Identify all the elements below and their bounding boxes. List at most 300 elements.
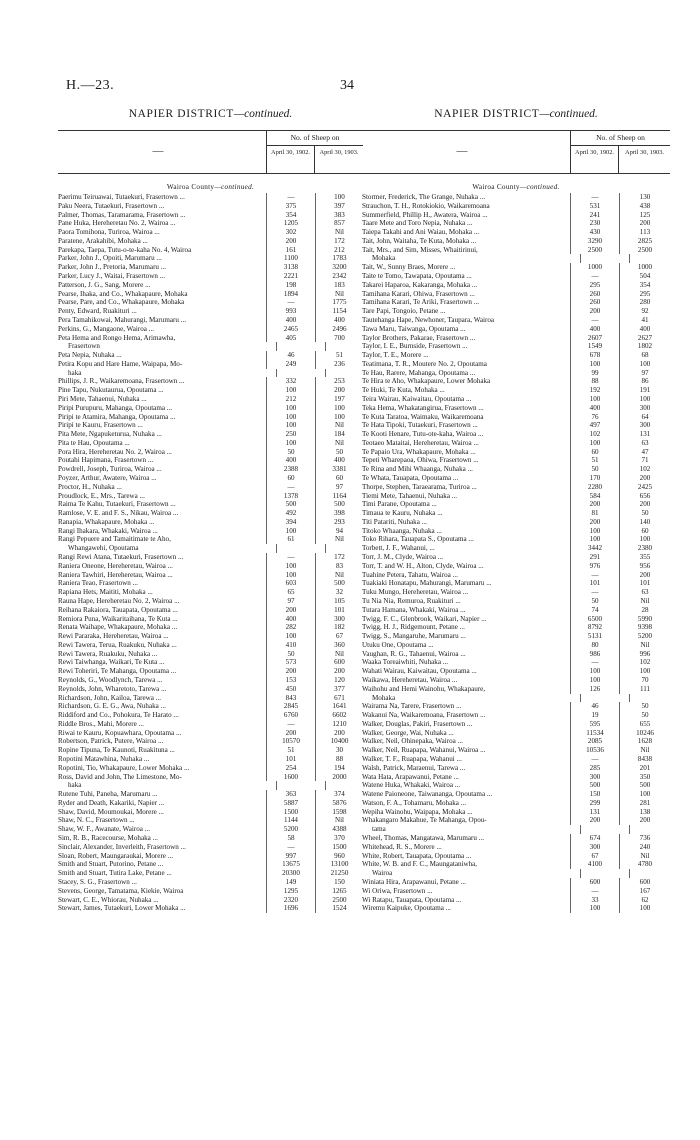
sheep-1903-cell: 32: [315, 588, 363, 597]
sheep-1902-cell: 2607: [570, 334, 619, 343]
owner-name-cell: Phillips, J. R., Waikaremoana, Frasertown ...: [58, 377, 185, 386]
table-row: [58, 448, 363, 457]
table-row: [362, 816, 670, 825]
owner-name-cell: Ramlose, V. E. and F. S., Nikau, Wairoa ...: [58, 509, 179, 518]
sheep-1902-cell: 100: [266, 386, 315, 395]
sheep-1903-cell: 8438: [619, 755, 670, 764]
col-1902-header: April 30, 1902.: [570, 146, 618, 173]
sheep-1903-cell: 120: [315, 676, 363, 685]
sheep-1903-cell: 700: [315, 334, 363, 343]
sheep-1903-cell: 383: [315, 211, 363, 220]
table-row: [58, 737, 363, 746]
owner-name-cell: Teatimana, T. R., Moutere No. 2, Opoutama: [362, 359, 487, 368]
owner-name-cell: Tu Nia Nia, Remuroa, Ruakituri ...: [362, 596, 461, 605]
table-row: [362, 290, 670, 299]
table-row: [58, 237, 363, 246]
table-row: [58, 254, 363, 263]
sheep-1903-cell: [629, 869, 670, 878]
owner-name-cell: Tait, W., Sunny Braes, Morere ...: [362, 263, 456, 272]
sheep-1903-cell: Nil: [619, 852, 670, 861]
sheep-1902-cell: 50: [266, 448, 315, 457]
sheep-1903-cell: 2825: [619, 237, 670, 246]
table-row: [58, 816, 363, 825]
sheep-1902-cell: 584: [570, 492, 619, 501]
sheep-1902-cell: 170: [570, 474, 619, 483]
owner-name-cell: Timaua te Kauru, Nuhaka ...: [362, 509, 443, 518]
sheep-1903-cell: 183: [315, 281, 363, 290]
owner-name-cell: Whakangaro Makahue, Te Mahanga, Opou-: [362, 816, 487, 825]
table-row: [362, 369, 670, 378]
table-row: [362, 342, 670, 351]
sheep-1903-cell: 398: [315, 509, 363, 518]
owner-name-cell: Taylor Brothers, Pakarae, Frasertown ...: [362, 333, 476, 342]
sheep-1903-cell: 83: [315, 562, 363, 571]
table-row: [362, 764, 670, 773]
left-table: [58, 108, 363, 913]
sheep-1902-cell: 100: [570, 676, 619, 685]
sheep-1902-cell: —: [266, 483, 315, 492]
sheep-1902-cell: 600: [570, 878, 619, 887]
table-row: [362, 878, 670, 887]
table-row: [58, 290, 363, 299]
sheep-1902-cell: 102: [570, 430, 619, 439]
owner-name-cell: Takarei Haparoa, Kakaranga, Mohaka ...: [362, 280, 478, 289]
table-row: [362, 483, 670, 492]
sheep-1903-cell: 1598: [315, 808, 363, 817]
sheep-1903-cell: 97: [315, 483, 363, 492]
table-body: [362, 193, 670, 913]
table-row: [58, 562, 363, 571]
owner-name-cell: Utuku One, Opoutama ...: [362, 640, 434, 649]
sheep-group-header: No. of Sheep on: [266, 131, 363, 146]
sheep-1903-cell: 200: [315, 386, 363, 395]
sheep-1903-cell: 140: [619, 518, 670, 527]
owner-name-cell: Riwai te Kauru, Kopuawhara, Opoutama ...: [58, 728, 182, 737]
sheep-1903-cell: 370: [315, 834, 363, 843]
table-row: [362, 456, 670, 465]
sheep-1902-cell: 50: [570, 465, 619, 474]
sheep-1902-cell: 394: [266, 518, 315, 527]
sheep-1902-cell: 200: [266, 237, 315, 246]
owner-name-cell: Pane Huka, Hereheretau No. 2, Wairoa ...: [58, 219, 176, 228]
owner-name-cell: Ropotini, Tio, Whakapaure, Lower Mohaka ...: [58, 763, 190, 772]
sheep-1902-cell: 241: [570, 211, 619, 220]
owner-name-cell: Piripi te Atamira, Mahanga, Opoutama ...: [58, 412, 176, 421]
sheep-1902-cell: 126: [570, 685, 619, 694]
sheep-1903-cell: 600: [315, 658, 363, 667]
sheep-1902-cell: 1500: [266, 808, 315, 817]
table-row: [362, 834, 670, 843]
sheep-1903-cell: 956: [619, 562, 670, 571]
owner-name-cell: Pine Tapu, Nukutaurua, Opoutama ...: [58, 386, 164, 395]
table-row: [362, 553, 670, 562]
sheep-1903-cell: 400: [619, 325, 670, 334]
sheep-1903-cell: 100: [619, 904, 670, 913]
owner-name-cell: Poyzer, Arthur, Awatere, Wairoa ...: [58, 474, 157, 482]
owner-name-cell: Paku Neera, Tutaekuri, Frasertown ...: [58, 201, 165, 210]
owner-name-cell: Robertson, Patrick, Putere, Wairoa ...: [58, 737, 164, 746]
owner-name-cell: Timi Parane, Opoutama ...: [362, 500, 437, 509]
sheep-1902-cell: 230: [570, 219, 619, 228]
sheep-1903-cell: 736: [619, 834, 670, 843]
sheep-1902-cell: 46: [266, 351, 315, 360]
owner-name-cell: Tiemi Mete, Tahaenui, Nuhaka ...: [362, 491, 458, 500]
page-number: 34: [340, 78, 354, 93]
table-row: [58, 404, 363, 413]
sheep-1903-cell: 200: [619, 474, 670, 483]
table-row: [58, 544, 363, 553]
sheep-1903-cell: 172: [315, 553, 363, 562]
table-row: [58, 878, 363, 887]
sheep-1903-cell: 4780: [619, 860, 670, 869]
table-row: [58, 439, 363, 448]
owner-name-cell: Wi Oriwa, Frasertown ...: [362, 886, 433, 895]
sheep-1903-cell: 355: [619, 553, 670, 562]
sheep-1903-cell: Nil: [315, 535, 363, 544]
sheep-1903-cell: 2342: [315, 272, 363, 281]
table-row: [58, 579, 363, 588]
sheep-1902-cell: 200: [266, 606, 315, 615]
owner-name-cell: Tautehanga Hape, Newhoner, Taupara, Wairoa: [362, 315, 495, 324]
sheep-1902-cell: 100: [266, 527, 315, 536]
owner-name-cell: Taiepa Takahi and Ani Waiau, Mohaka ...: [362, 228, 480, 237]
table-row: [58, 685, 363, 694]
sheep-1902-cell: 603: [266, 579, 315, 588]
sheep-1902-cell: 400: [570, 404, 619, 413]
sheep-1902-cell: 254: [266, 764, 315, 773]
sheep-1902-cell: 33: [570, 896, 619, 905]
sheep-1902-cell: 5131: [570, 632, 619, 641]
owner-name-cell: Rauna Hape, Hereheretau No. 2, Wairoa ...: [58, 596, 180, 605]
table-row: [58, 518, 363, 527]
sheep-1902-cell: 100: [266, 632, 315, 641]
sheep-1903-cell: [629, 825, 670, 834]
sheep-1902-cell: 100: [266, 413, 315, 422]
sheep-1902-cell: 100: [266, 421, 315, 430]
owner-name-cell: Powdrell, Joseph, Turiroa, Wairoa ...: [58, 465, 162, 474]
owner-name-cell: Rutene Tuhi, Paneha, Marumaru ...: [58, 790, 158, 799]
table-row: [58, 852, 363, 861]
owner-name-cell: Walker, Neil, Ruapapa, Wahanui, Wairoa ...: [362, 746, 486, 755]
table-row: [362, 606, 670, 615]
table-row: [362, 588, 670, 597]
table-row: [362, 869, 670, 878]
table-row: [362, 720, 670, 729]
owner-name-cell: Frasertown: [68, 342, 100, 351]
table-row: [58, 325, 363, 334]
sheep-1903-cell: Nil: [315, 816, 363, 825]
owner-name-cell: Raniera Oneone, Hereheretau, Wairoa ...: [58, 561, 173, 570]
owner-name-cell: Smith and Stuart, Putorino, Petane ...: [58, 860, 164, 869]
sheep-1902-cell: —: [570, 571, 619, 580]
table-header: [362, 130, 670, 174]
table-row: [58, 342, 363, 351]
owner-name-cell: Whangawehi, Opoutama: [68, 544, 139, 553]
owner-name-cell: Pera Tamahikowai, Mahurangi, Marumaru ...: [58, 315, 187, 324]
table-row: [362, 474, 670, 483]
table-row: [58, 421, 363, 430]
table-row: [58, 843, 363, 852]
sheep-1903-cell: 150: [315, 878, 363, 887]
owner-name-cell: Tare Papi, Tongoio, Petane ...: [362, 307, 446, 316]
sheep-1903-cell: Nil: [315, 650, 363, 659]
sheep-1903-cell: 200: [315, 729, 363, 738]
sheep-1903-cell: 191: [619, 386, 670, 395]
sheep-1902-cell: 200: [570, 307, 619, 316]
sheep-1903-cell: 100: [619, 360, 670, 369]
owner-name-cell: haka: [68, 368, 82, 377]
sheep-1902-cell: 678: [570, 351, 619, 360]
sheep-1903-cell: 71: [619, 456, 670, 465]
sheep-1903-cell: 13100: [315, 860, 363, 869]
table-row: [58, 553, 363, 562]
owner-name-cell: Waaka Toreaiwhiti, Nuhaka ...: [362, 658, 449, 667]
sheep-1903-cell: 960: [315, 852, 363, 861]
owner-name-cell: Walker, Douglas, Pakiri, Frasertown ...: [362, 719, 473, 728]
sheep-1903-cell: 102: [619, 658, 670, 667]
table-row: [362, 202, 670, 211]
table-row: [58, 632, 363, 641]
sheep-1902-cell: 153: [266, 676, 315, 685]
sheep-1903-cell: [325, 369, 363, 378]
table-row: [58, 413, 363, 422]
sheep-1902-cell: 1696: [266, 904, 315, 913]
sheep-1903-cell: 50: [619, 711, 670, 720]
sheep-1903-cell: Nil: [315, 571, 363, 580]
sheep-1902-cell: 400: [570, 325, 619, 334]
sheep-1902-cell: 2388: [266, 465, 315, 474]
sheep-1903-cell: 1210: [315, 720, 363, 729]
owner-name-cell: Pearse, Ihaka, and Co., Whakapaure, Mohaka: [58, 289, 188, 298]
sheep-1902-cell: 986: [570, 650, 619, 659]
sheep-1902-cell: 6760: [266, 711, 315, 720]
sheep-1902-cell: 200: [266, 667, 315, 676]
sheep-1903-cell: 280: [619, 298, 670, 307]
sheep-1903-cell: 167: [619, 887, 670, 896]
sheep-1902-cell: 88: [570, 377, 619, 386]
sheep-1903-cell: Nil: [619, 746, 670, 755]
table-row: [58, 808, 363, 817]
sheep-1902-cell: 2845: [266, 702, 315, 711]
table-row: [58, 307, 363, 316]
owner-name-cell: Titoko Whaanga, Nuhaka ...: [362, 526, 442, 535]
owner-name-cell: Richardson, John, Kailoa, Tarewa ...: [58, 693, 161, 702]
sheep-1903-cell: 2500: [619, 246, 670, 255]
owner-name-cell: Pita te Hau, Opoutama ...: [58, 438, 130, 447]
table-row: [58, 615, 363, 624]
sheep-1902-cell: —: [266, 298, 315, 307]
owner-name-cell: Waihohu and Hemi Wainohu, Whakapaure,: [362, 684, 486, 693]
sheep-1903-cell: 1628: [619, 737, 670, 746]
owner-name-cell: Torr, J. M., Clyde, Wairoa ...: [362, 553, 444, 562]
table-row: [58, 377, 363, 386]
owner-name-cell: Stacey, S. G., Frasertown ...: [58, 877, 137, 886]
table-row: [362, 904, 670, 913]
sheep-1903-cell: 172: [315, 237, 363, 246]
sheep-1903-cell: 113: [619, 228, 670, 237]
sheep-1902-cell: 302: [266, 228, 315, 237]
sheep-1903-cell: [325, 781, 363, 790]
sheep-1903-cell: 504: [619, 272, 670, 281]
table-row: [362, 439, 670, 448]
sheep-1903-cell: 500: [315, 579, 363, 588]
sheep-1902-cell: 50: [570, 597, 619, 606]
owner-name-cell: Te Hata Tipoki, Tutaekuri, Frasertown ...: [362, 421, 478, 430]
sheep-1903-cell: 28: [619, 606, 670, 615]
sheep-1903-cell: 2627: [619, 334, 670, 343]
sheep-1903-cell: 500: [619, 781, 670, 790]
sheep-1902-cell: 67: [570, 852, 619, 861]
sheep-1903-cell: 67: [315, 632, 363, 641]
owner-name-cell: Walker, Neil, Ohinepaka, Wairoa ...: [362, 737, 463, 746]
sheep-1902-cell: 400: [266, 316, 315, 325]
sheep-1902-cell: —: [570, 193, 619, 202]
sheep-1902-cell: 410: [266, 641, 315, 650]
sheep-1902-cell: 6500: [570, 615, 619, 624]
owner-name-cell: Tutara Hamana, Whakaki, Wairoa ...: [362, 605, 466, 614]
sheep-1903-cell: 101: [315, 606, 363, 615]
sheep-1902-cell: 573: [266, 658, 315, 667]
table-row: [362, 694, 670, 703]
owner-name-cell: Te Hira te Aho, Whakapaure, Lower Mohaka: [362, 377, 491, 386]
owner-name-cell: Piri Mete, Tahaenui, Nuhaka ...: [58, 394, 147, 403]
sheep-1902-cell: 500: [266, 500, 315, 509]
table-row: [58, 571, 363, 580]
table-row: [58, 263, 363, 272]
sheep-1903-cell: 100: [315, 193, 363, 202]
table-title: NAPIER DISTRICT—continued.: [434, 108, 598, 120]
sheep-1902-cell: 100: [570, 904, 619, 913]
owner-name-cell: Whitehead, R. S., Morere ...: [362, 842, 442, 851]
sheep-1903-cell: 350: [619, 773, 670, 782]
sheep-1903-cell: 1775: [315, 298, 363, 307]
sheep-1902-cell: 99: [570, 369, 619, 378]
sheep-1902-cell: 531: [570, 202, 619, 211]
sheep-1903-cell: [629, 254, 670, 263]
sheep-1902-cell: [580, 825, 629, 834]
sheep-1902-cell: 993: [266, 307, 315, 316]
sheep-1902-cell: 450: [266, 685, 315, 694]
owner-name-cell: Rangi Rewi Atana, Tutaekuri, Frasertown ...: [58, 553, 184, 562]
table-row: [58, 825, 363, 834]
table-row: [58, 755, 363, 764]
sheep-1902-cell: 363: [266, 790, 315, 799]
sheep-1902-cell: [276, 342, 325, 351]
owner-name-cell: Wata Hata, Arapawanui, Petane ...: [362, 772, 459, 781]
owner-name-cell: Twigg, S., Mangaruhe, Marumaru ...: [362, 632, 466, 641]
sheep-1902-cell: 20300: [266, 869, 315, 878]
owner-name-cell: Torr, T. and W. H., Alton, Clyde, Wairoa ...: [362, 561, 484, 570]
owner-name-cell: Parekapa, Taepa, Tutu-o-te-kaha No. 4, Wairoa: [58, 245, 192, 254]
owner-name-cell: Ranapia, Whakapaure, Mohaka ...: [58, 517, 155, 526]
table-row: [362, 860, 670, 869]
sheep-1903-cell: 100: [315, 404, 363, 413]
table-row: [362, 781, 670, 790]
owner-name-cell: Reihana Rakaiora, Tauapata, Opoutama ...: [58, 605, 178, 614]
sheep-1903-cell: [629, 694, 670, 703]
table-row: [362, 632, 670, 641]
table-row: [58, 606, 363, 615]
table-row: [58, 904, 363, 913]
table-row: [362, 579, 670, 588]
owner-name-cell: Parker, Lucy J., Waitai, Frasertown ...: [58, 272, 165, 281]
owner-name-cell: Rewi Toheriri, Te Mahanga, Opoutama ...: [58, 667, 177, 676]
sheep-1902-cell: [580, 694, 629, 703]
owner-name-cell: Wheel, Thomas, Mangatawa, Marumaru ...: [362, 834, 484, 843]
owner-name-cell: Raniera Tawhiri, Hereheretau, Wairoa ...: [58, 570, 173, 579]
table-row: [362, 465, 670, 474]
owner-name-cell: Titi Patariti, Nuhaka ...: [362, 517, 427, 526]
sheep-1903-cell: 131: [619, 430, 670, 439]
table-row: [362, 219, 670, 228]
table-row: [58, 650, 363, 659]
owner-name-cell: Taylor, T. E., Morere ...: [362, 351, 429, 360]
sheep-1902-cell: —: [570, 755, 619, 764]
table-row: [58, 834, 363, 843]
owner-name-cell: Taite te Tomo, Tawapata, Opoutama ...: [362, 272, 472, 281]
sheep-1902-cell: 100: [570, 439, 619, 448]
table-row: [362, 852, 670, 861]
sheep-1903-cell: 300: [315, 615, 363, 624]
table-row: [58, 702, 363, 711]
owner-name-cell: Patterson, J. G., Sang, Morere ...: [58, 280, 151, 289]
owner-name-cell: Tait, Mrs., and Sim, Misses, Whaitirinui,: [362, 245, 478, 254]
table-row: [58, 773, 363, 782]
sheep-1903-cell: 212: [315, 246, 363, 255]
table-row: [362, 430, 670, 439]
owner-name-cell: Te Rina and Mihi Whaanga, Nuhaka ...: [362, 465, 473, 474]
sheep-1902-cell: 354: [266, 211, 315, 220]
sheep-1903-cell: 86: [619, 377, 670, 386]
owner-name-cell: Riddiford and Co., Pohokura, Te Harato ...: [58, 711, 179, 720]
table-row: [362, 825, 670, 834]
table-row: [58, 790, 363, 799]
owner-name-cell: Palmer, Thomas, Taramarama, Frasertown ...: [58, 210, 186, 219]
table-row: [58, 211, 363, 220]
table-row: [362, 658, 670, 667]
sheep-1903-cell: 655: [619, 720, 670, 729]
owner-name-cell: Wepiha Wainohu, Waipapa, Mohaka ...: [362, 807, 473, 816]
sheep-1902-cell: 50: [266, 650, 315, 659]
sheep-1902-cell: 3138: [266, 263, 315, 272]
table-row: [58, 676, 363, 685]
table-row: [362, 413, 670, 422]
owner-name-cell: Summerfield, Phillip H., Awatera, Wairoa ...: [362, 210, 488, 219]
table-row: [58, 658, 363, 667]
owner-name-cell: Riddle Bros., Mahi, Morere ...: [58, 719, 144, 728]
sheep-1902-cell: 19: [570, 711, 619, 720]
sheep-1903-cell: 671: [315, 694, 363, 703]
owner-name-cell: Stewart, C. E., Whiorau, Nuhaka ...: [58, 895, 159, 904]
sheep-1902-cell: —: [266, 720, 315, 729]
sheep-1902-cell: 198: [266, 281, 315, 290]
sheep-1902-cell: 100: [570, 360, 619, 369]
owner-name-cell: Peta Hema and Rongo Hema, Arimawha,: [58, 333, 176, 342]
sheep-1903-cell: 102: [619, 465, 670, 474]
owner-name-cell: Stevens, George, Tamatama, Kiekie, Wairoa: [58, 886, 184, 895]
name-column-header: —: [456, 145, 468, 157]
table-row: [362, 667, 670, 676]
sheep-1902-cell: 200: [570, 518, 619, 527]
owner-name-cell: Torbett, J. F., Wahanui, ...: [362, 544, 435, 553]
sheep-1902-cell: 100: [266, 562, 315, 571]
sheep-1903-cell: Nil: [619, 641, 670, 650]
sheep-1903-cell: 2380: [619, 544, 670, 553]
table-row: [362, 615, 670, 624]
owner-name-cell: Reynolds, John, Wharetoto, Tarewa ...: [58, 684, 167, 693]
table-row: [58, 500, 363, 509]
sheep-1902-cell: 5887: [266, 799, 315, 808]
